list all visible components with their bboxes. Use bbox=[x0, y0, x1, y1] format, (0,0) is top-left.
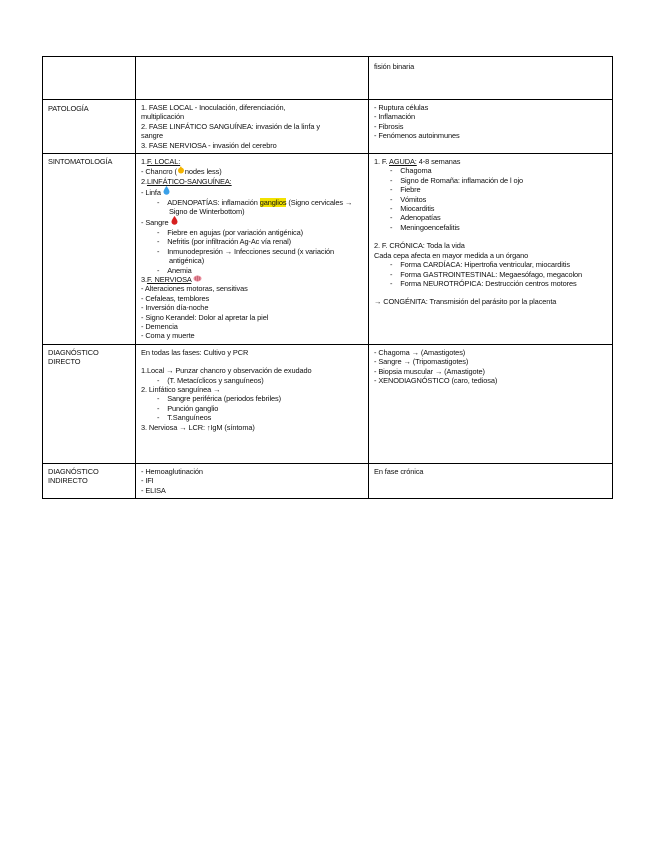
row0-col1 bbox=[43, 57, 136, 100]
nerv-num: 3. bbox=[141, 274, 147, 284]
list-item: - ELISA bbox=[141, 485, 166, 495]
notes-table bbox=[42, 56, 613, 499]
list-item: - Signo de Romaña: inflamación de l ojo bbox=[390, 175, 524, 185]
list-item: - Sangre → (Tripomastigotes) bbox=[374, 357, 469, 367]
adenopatias-item: - ADENOPATÍAS: inflamación ganglios (Signo cervicales → Signo de Winterbottom) bbox=[157, 197, 353, 217]
sintomatologia-label-text: SINTOMATOLOGÍA bbox=[48, 157, 113, 167]
chancro-end: nodes less) bbox=[184, 167, 222, 177]
patologia-label-text: PATOLOGÍA bbox=[48, 104, 89, 113]
list-item: sangre bbox=[141, 131, 163, 141]
list-item: - Demencia bbox=[141, 321, 178, 331]
table-row-patologia bbox=[43, 100, 613, 154]
diag-indirecto-label bbox=[43, 464, 136, 499]
table-row-diag-indirecto bbox=[43, 464, 613, 499]
patologia-label bbox=[43, 100, 136, 154]
diag-nerv: 3. Nerviosa → LCR: ↑IgM (síntoma) bbox=[141, 422, 255, 432]
diag-directo-label-text: DIAGNÓSTICO DIRECTO bbox=[48, 347, 99, 367]
nerv-title: F. NERVIOSA bbox=[146, 274, 192, 284]
nerv-heading bbox=[141, 275, 364, 284]
list-item: - Alteraciones motoras, sensitivas bbox=[141, 284, 248, 294]
diag-linf-item: T.Sanguíneos bbox=[167, 413, 212, 423]
list-item: 1. FASE LOCAL - Inoculación, diferenciación, bbox=[141, 103, 286, 112]
list-item: - Inmunodepresión → Infecciones secund (x variación antigénica) bbox=[157, 246, 335, 266]
list-item: - Forma NEUROTRÓPICA: Destrucción centros motores bbox=[390, 278, 577, 288]
linf-title: LINFÁTICO-SANGUÍNEA: bbox=[146, 176, 232, 186]
cronica-sub: Cada cepa afecta en mayor medida a un órgano bbox=[374, 250, 529, 260]
sintomatologia-label bbox=[43, 154, 136, 345]
list-item: 2. FASE LINFÁTICO SANGUÍNEA: invasión de la linfa y bbox=[141, 121, 320, 131]
sintomatologia-chagas bbox=[369, 154, 613, 345]
sangre-item-text: Anemia bbox=[167, 265, 192, 275]
diag-local: 1.Local → Punzar chancro y observación de exudado bbox=[141, 366, 312, 376]
aguda-item-text: Chagoma bbox=[400, 166, 432, 176]
list-item: - Signo Kerandel: Dolor al apretar la piel bbox=[141, 312, 269, 322]
diag-directo-label bbox=[43, 344, 136, 463]
patologia-effects bbox=[369, 100, 613, 154]
red-droplet-icon bbox=[171, 218, 178, 227]
diag-indirecto-methods bbox=[136, 464, 369, 499]
list-item: - Adenopatías bbox=[390, 213, 441, 223]
local-num: 1. bbox=[141, 157, 147, 167]
adenopatias-pre: ADENOPATÍAS: inflamación bbox=[167, 197, 258, 207]
list-item: - Fiebre bbox=[390, 185, 421, 195]
list-item: - Hemoaglutinación bbox=[141, 467, 203, 476]
list-item: - Inversión día-noche bbox=[141, 303, 209, 313]
list-item: - IFI bbox=[141, 476, 154, 486]
list-item: - Biopsia muscular → (Amastigote) bbox=[374, 366, 485, 376]
diag-intro: En todas las fases: Cultivo y PCR bbox=[141, 347, 249, 357]
list-item: - Coma y muerte bbox=[141, 331, 195, 341]
diag-indirecto-chagas bbox=[369, 464, 613, 499]
list-item: 3. FASE NERVIOSA - invasión del cerebro bbox=[141, 140, 277, 150]
chancro-line bbox=[141, 166, 364, 176]
aguda-heading bbox=[374, 157, 608, 166]
table-row-header bbox=[43, 57, 613, 100]
local-title: F. LOCAL: bbox=[146, 157, 181, 167]
list-item: - Ruptura células bbox=[374, 103, 429, 112]
diag-linf: 2. Linfático sanguínea → bbox=[141, 384, 221, 394]
local-heading bbox=[141, 157, 364, 166]
diag-indirecto-label-text: DIAGNÓSTICO INDIRECTO bbox=[48, 467, 99, 486]
list-item: - Cefaleas, temblores bbox=[141, 293, 210, 303]
diag-local-sub: (T. Metacíclicos y sanguíneos) bbox=[167, 375, 264, 385]
list-item: - T.Sanguíneos bbox=[157, 413, 212, 423]
sangre-item-text: Nefritis (por infiltración Ag-Ac vía renal) bbox=[167, 237, 292, 247]
linf-heading bbox=[141, 177, 364, 186]
chancro-text: - Chancro ( bbox=[141, 167, 177, 177]
patologia-phases bbox=[136, 100, 369, 154]
aguda-item-text: Vómitos bbox=[400, 194, 427, 204]
adenopatias-post: (Signo bbox=[288, 197, 310, 207]
linfa-text: - Linfa bbox=[141, 188, 161, 198]
cronica-item-text: Forma NEUROTRÓPICA: Destrucción centros motores bbox=[400, 278, 577, 288]
aguda-item-text: Meningoencefalitis bbox=[400, 222, 460, 232]
linfa-line bbox=[141, 186, 364, 197]
brain-icon bbox=[193, 275, 202, 284]
linf-num: 2. bbox=[141, 176, 147, 186]
sangre-item-text: Inmunodepresión → Infecciones secund (x variación antigénica) bbox=[167, 246, 335, 266]
hand-emoji-icon bbox=[177, 167, 185, 176]
diag-linf-item: Sangre periférica (periodos febriles) bbox=[167, 394, 281, 404]
sangre-text: - Sangre bbox=[141, 218, 169, 228]
list-item: - Forma CARDÍACA: Hipertrofia ventricular, miocarditis bbox=[390, 260, 570, 270]
ganglios-highlight: ganglios bbox=[259, 197, 287, 207]
diag-directo-methods bbox=[136, 344, 369, 463]
sintomatologia-trypanosoma bbox=[136, 154, 369, 345]
diag-linf-item: Punción ganglio bbox=[167, 403, 219, 413]
table-row-sintomatologia bbox=[43, 154, 613, 345]
list-item: - Inflamación bbox=[374, 112, 416, 122]
list-item: - Sangre periférica (periodos febriles) bbox=[157, 394, 281, 404]
sangre-line bbox=[141, 216, 364, 227]
adenopatias-cont: cervicales → Signo de Winterbottom) bbox=[169, 197, 353, 217]
blue-droplet-icon bbox=[163, 188, 170, 197]
list-item: - Forma GASTROINTESTINAL: Megaesófago, megacolon bbox=[390, 269, 583, 279]
aguda-post: 4-8 semanas bbox=[418, 157, 461, 167]
list-item: - Nefritis (por infiltración Ag-Ac vía renal) bbox=[157, 237, 292, 247]
fase-cronica-text: En fase crónica bbox=[374, 467, 424, 476]
list-item: - (T. Metacíclicos y sanguíneos) bbox=[157, 375, 264, 385]
cronica-item-text: Forma CARDÍACA: Hipertrofia ventricular, miocarditis bbox=[400, 260, 570, 270]
list-item: - Anemia bbox=[157, 265, 192, 275]
fision-binaria-text: fisión binaria bbox=[374, 62, 415, 71]
aguda-item-text: Adenopatías bbox=[400, 213, 441, 223]
list-item: - Vómitos bbox=[390, 194, 427, 204]
list-item: - Miocarditis bbox=[390, 204, 435, 214]
list-item: - Fibrosis bbox=[374, 121, 404, 131]
aguda-item-text: Miocarditis bbox=[400, 204, 435, 214]
cronica-heading: 2. F. CRÓNICA: Toda la vida bbox=[374, 241, 465, 251]
cronica-item-text: Forma GASTROINTESTINAL: Megaesófago, megacolon bbox=[400, 269, 583, 279]
list-item: - Meningoencefalitis bbox=[390, 222, 460, 232]
list-item: - Punción ganglio bbox=[157, 403, 219, 413]
row0-col3 bbox=[369, 57, 613, 100]
diag-directo-chagas bbox=[369, 344, 613, 463]
congenita-line: → CONGÉNITA: Transmisión del parásito por la placenta bbox=[374, 297, 557, 307]
list-item: - Fiebre en agujas (por variación antigénica) bbox=[157, 227, 303, 237]
sangre-item-text: Fiebre en agujas (por variación antigénica) bbox=[167, 227, 303, 237]
row0-col2 bbox=[136, 57, 369, 100]
aguda-item-text: Signo de Romaña: inflamación de l ojo bbox=[400, 175, 524, 185]
list-item: - Chagoma bbox=[390, 166, 432, 176]
list-item: - XENODIAGNÓSTICO (caro, tediosa) bbox=[374, 375, 498, 385]
aguda-num: 1. F. bbox=[374, 157, 388, 167]
list-item: multiplicación bbox=[141, 112, 184, 122]
aguda-item-text: Fiebre bbox=[400, 185, 421, 195]
aguda-title: AGUDA: bbox=[389, 157, 417, 167]
list-item: - Fenómenos autoinmunes bbox=[374, 131, 460, 141]
table-row-diag-directo bbox=[43, 344, 613, 463]
list-item: - Chagoma → (Amastigotes) bbox=[374, 347, 466, 357]
